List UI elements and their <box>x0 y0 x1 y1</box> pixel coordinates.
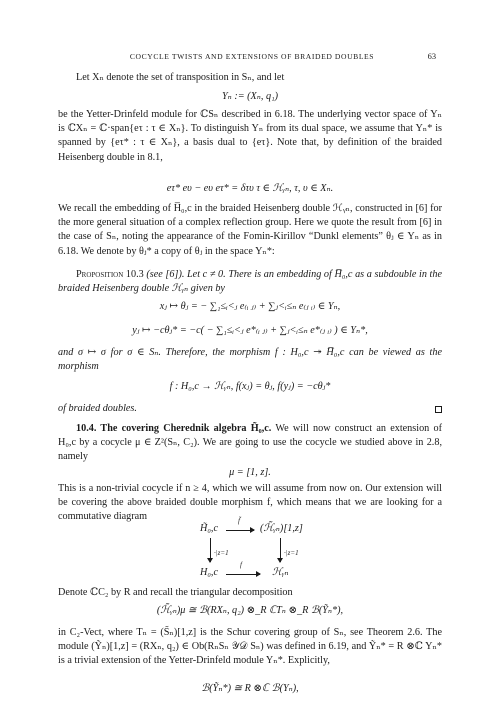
equation-last: ℬ(Ỹₙ*) ≅ R ⊗ℂ ℬ(Yₙ), <box>201 683 299 694</box>
paragraph-6: in C₂-Vect, where Tₙ = (S̃ₙ)[1,z] is the Schur covering group of Sₙ, see Theorem 2.6. The module (Ỹₙ)[1,z] = (RXₙ, q₂) ∈ Ob(RₙSₙ 𝒴𝒟 Sₙ) was defined in 6.19, and Ỹₙ* = R ⊗ℂ Yₙ* is a trivial extension of the Yetter-Drinfeld module Yₙ*. Explicitly, <box>58 627 442 667</box>
equation-morphism-f: f : H₀,c → ℋᵧₙ, f(xⱼ) = θⱼ, f(yⱼ) = −cθⱼ* <box>169 381 331 392</box>
equation-heisenberg: eτ* eυ − eυ eτ* = δτυ τ ∈ ℋᵧₙ, τ, υ ∈ Xₙ. <box>166 183 334 194</box>
proposition-10-3 <box>58 268 442 296</box>
diagram-top-arrow-label: f̃ <box>238 517 240 525</box>
page-number: 63 <box>427 52 436 61</box>
diagram-top-right: (ℋ̃ᵧₙ)[1,z] <box>260 523 303 534</box>
equation-triangular: (ℋ̃ᵧₙ)μ ≅ ℬ(RXₙ, q₂) ⊗_R ℂTₙ ⊗_R ℬ(Ỹₙ*), <box>156 605 344 616</box>
section-heading: 10.4. The covering Cherednik algebra H̃₀,c. <box>76 423 272 434</box>
diagram-top-arrow <box>226 530 254 531</box>
paragraph-5: Denote ℂC₂ by R and recall the triangular decomposition <box>58 587 293 598</box>
diagram-top-left: H̃₀,c <box>200 523 218 534</box>
diagram-left-arrow-label: ·|z=1 <box>214 549 229 557</box>
equation-mu: μ = [1, z]. <box>229 467 271 478</box>
qed-symbol <box>435 406 442 413</box>
diagram-bottom-right: ℋᵧₙ <box>272 567 289 578</box>
proposition-end: of braided doubles. <box>58 403 137 414</box>
paragraph-2: be the Yetter-Drinfeld module for ℂSₙ described in 6.18. The underlying vector space of Yₙ is ℂXₙ = ℂ·span{eτ : τ ∈ Xₙ}. To distinguish Yₙ from its dual space, we assume that Yₙ* is spanned by {eτ* : τ ∈ Xₙ}, a basis dual to {eτ}. Note that, by definition of the braided Heisenberg double in 8.1, <box>58 109 442 163</box>
diagram-right-arrow <box>280 538 281 562</box>
diagram-bottom-arrow <box>226 574 260 575</box>
paragraph-1: Let Xₙ denote the set of transposition in Sₙ, and let <box>76 72 285 83</box>
section-10-4 <box>58 422 442 465</box>
diagram-left-arrow <box>210 538 211 562</box>
diagram-right-arrow-label: ·|z=1 <box>284 549 299 557</box>
running-title: COCYCLE TWISTS AND EXTENSIONS OF BRAIDED DOUBLES <box>129 52 375 61</box>
proposition-heading: Proposition 10.3 <box>76 269 144 280</box>
section-intro: We will now construct an extension of H₀,c by a cocycle μ ∈ Z²(Sₙ, C₂). We are going to use the cocycle we studied above in 2.8, namely <box>58 423 442 463</box>
paragraph-4: This is a non-trivial cocycle if n ≥ 4, which we will assume from now on. Our extension will be covering the above braided double morphism f, which means that we are looking for a commutative diagram <box>58 483 442 523</box>
proposition-continuation: and σ ↦ σ for σ ∈ Sₙ. Therefore, the morphism f : H₀,c ↠ H̅₀,c can be viewed as the morphism <box>58 347 442 373</box>
equation-x-map: xⱼ ↦ θⱼ = − ∑₁≤ᵢ<ⱼ e₍ᵢ ⱼ₎ + ∑ⱼ<ᵢ≤ₙ e₍ⱼ ᵢ₎ ∈ Yₙ, <box>159 301 341 312</box>
diagram-bottom-left: H₀,c <box>200 567 218 578</box>
equation-y-map: yⱼ ↦ −cθⱼ* = −c( − ∑₁≤ᵢ<ⱼ e*₍ᵢ ⱼ₎ + ∑ⱼ<ᵢ≤ₙ e*₍ⱼ ᵢ₎ ) ∈ Yₙ*, <box>132 325 368 336</box>
proposition-statement: (see [6]). Let c ≠ 0. There is an embedding of H̅₀,c as a subdouble in the braided Heisenberg double ℋᵧₙ given by <box>58 269 443 295</box>
diagram-bottom-arrow-label: f <box>240 561 242 569</box>
paragraph-3: We recall the embedding of H̅₀,c in the braided Heisenberg double ℋᵧₙ, constructed in [6] for the more general situation of a complex reflection group. Here we quote the result from [6] in the case of Sₙ, noting the appearance of the Fomin-Kirillov “Dunkl elements” θⱼ ∈ Yₙ as in 6.18. We denote by θⱼ* a copy of θⱼ in the space Yₙ*: <box>58 203 442 257</box>
equation-yn: Yₙ := (Xₙ, q₁) <box>221 91 279 102</box>
